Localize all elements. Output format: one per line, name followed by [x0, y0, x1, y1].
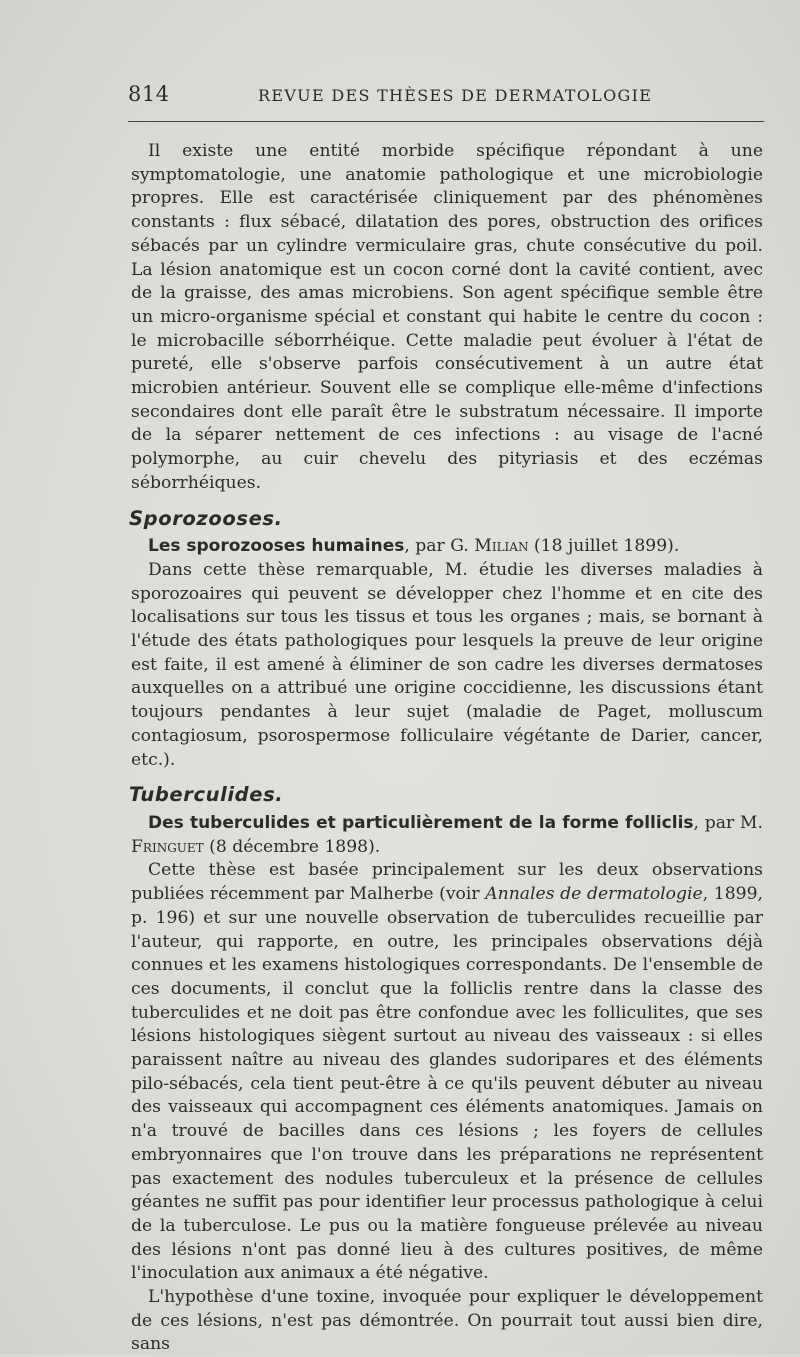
- paragraph-text: Cette thèse est basée principalement sur les deux observations publiées récemment par Malherbe (voir: [131, 860, 763, 905]
- thesis-date: (8 décembre 1898).: [203, 836, 381, 857]
- tuberculides-paragraph-2: L'hypothèse d'une toxine, invoquée pour expliquer le développement de ces lésions, n'est pas démontrée. On pourrait tout aussi bien dire, sans: [131, 1287, 763, 1355]
- author-name: Fringuet: [131, 836, 204, 857]
- author-prefix: , par M.: [693, 812, 763, 833]
- thesis-date: (18 juillet 1899).: [528, 536, 680, 557]
- thesis-title: Des tuberculides et particulièrement de la forme folliclis: [148, 812, 694, 833]
- running-head: [128, 82, 764, 110]
- thesis-entry-sporozooses: [131, 535, 763, 559]
- paragraph-text: , 1899, p. 196) et sur une nouvelle observation de tuberculides recueillie par l'auteur, qui rapporte, en outre, les principales observations déjà connues et les examens histologiques correspondants. De l'ensemble de ces documents, il conclut que la folliclis rentre dans la classe des tuberculides et ne doit pas être confondue avec les folliculites, que ses lésions histologiques siègent surtout au niveau des vaisseaux : si elles paraissent naître au niveau des glandes sudoripares et des éléments pilo-sébacés, cela tient peut-être à ce qu'ils peuvent débuter au niveau des vaisseaux qui accompagnent ces éléments anatomiques. Jamais on n'a trouvé de bacilles dans ces lésions ; les foyers de cellules embryonnaires que l'on trouve dans les préparations ne représentent pas exactement des nodules tuberculeux et la présence de cellules géantes ne suffit pas pour identifier leur processus pathologique à celui de la tuberculose. Le pus ou la matière fongueuse prélevée au niveau des lésions n'ont pas donné lieu à des cultures positives, de même l'inoculation aux animaux a été négative.: [131, 884, 763, 1284]
- body-text: [131, 140, 763, 1357]
- author-name: Milian: [474, 536, 529, 557]
- thesis-title: Les sporozooses humaines: [148, 536, 405, 557]
- journal-citation: Annales de dermatologie: [485, 884, 703, 905]
- section-heading-tuberculides: Tuberculides.: [129, 783, 284, 807]
- page-number: 814: [128, 82, 170, 106]
- section-heading-sporozooses: Sporozooses.: [129, 506, 283, 530]
- sporozooses-paragraph: Dans cette thèse remarquable, M. étudie les diverses maladies à sporozoaires qui peuvent se développer chez l'homme et en cite des localisations sur tous les tissus et tous les organes ; mais, se bornant à l'étude des états pathologiques pour lesquels la preuve de leur origine est faite, il est amené à éliminer de son cadre les diverses dermatoses auxquelles on a attribué une origine coccidienne, les discussions étant toujours pendantes à leur sujet (maladie de Paget, molluscum contagiosum, psorospermose folliculaire végétante de Darier, cancer, etc.).: [131, 559, 763, 770]
- thesis-entry-tuberculides: [131, 812, 763, 859]
- intro-paragraph: Il existe une entité morbide spécifique répondant à une symptomatologie, une anatomie pathologique et une microbiologie propres. Elle est caractérisée cliniquement par des phénomènes constants : flux sébacé, dilatation des pores, obstruction des orifices sébacés par un cylindre vermiculaire gras, chute consécutive du poil. La lésion anatomique est un cocon corné dont la cavité contient, avec de la graisse, des amas microbiens. Son agent spécifique semble être un micro-organisme spécial et constant qui habite le centre du cocon : le microbacille séborrhéique. Cette maladie peut évoluer à l'état de pureté, elle s'observe parfois consécutivement à un autre état microbien antérieur. Souvent elle se complique elle-même d'infections secondaires dont elle paraît être le substratum nécessaire. Il importe de la séparer nettement de ces infections : au visage de l'acné polymorphe, au cuir chevelu des pityriasis et des eczémas séborrhéiques.: [131, 141, 763, 493]
- author-prefix: , par G.: [404, 536, 475, 557]
- header-rule: [128, 121, 764, 122]
- tuberculides-paragraph-1: [131, 859, 763, 1286]
- journal-title: REVUE DES THÈSES DE DERMATOLOGIE: [258, 86, 653, 105]
